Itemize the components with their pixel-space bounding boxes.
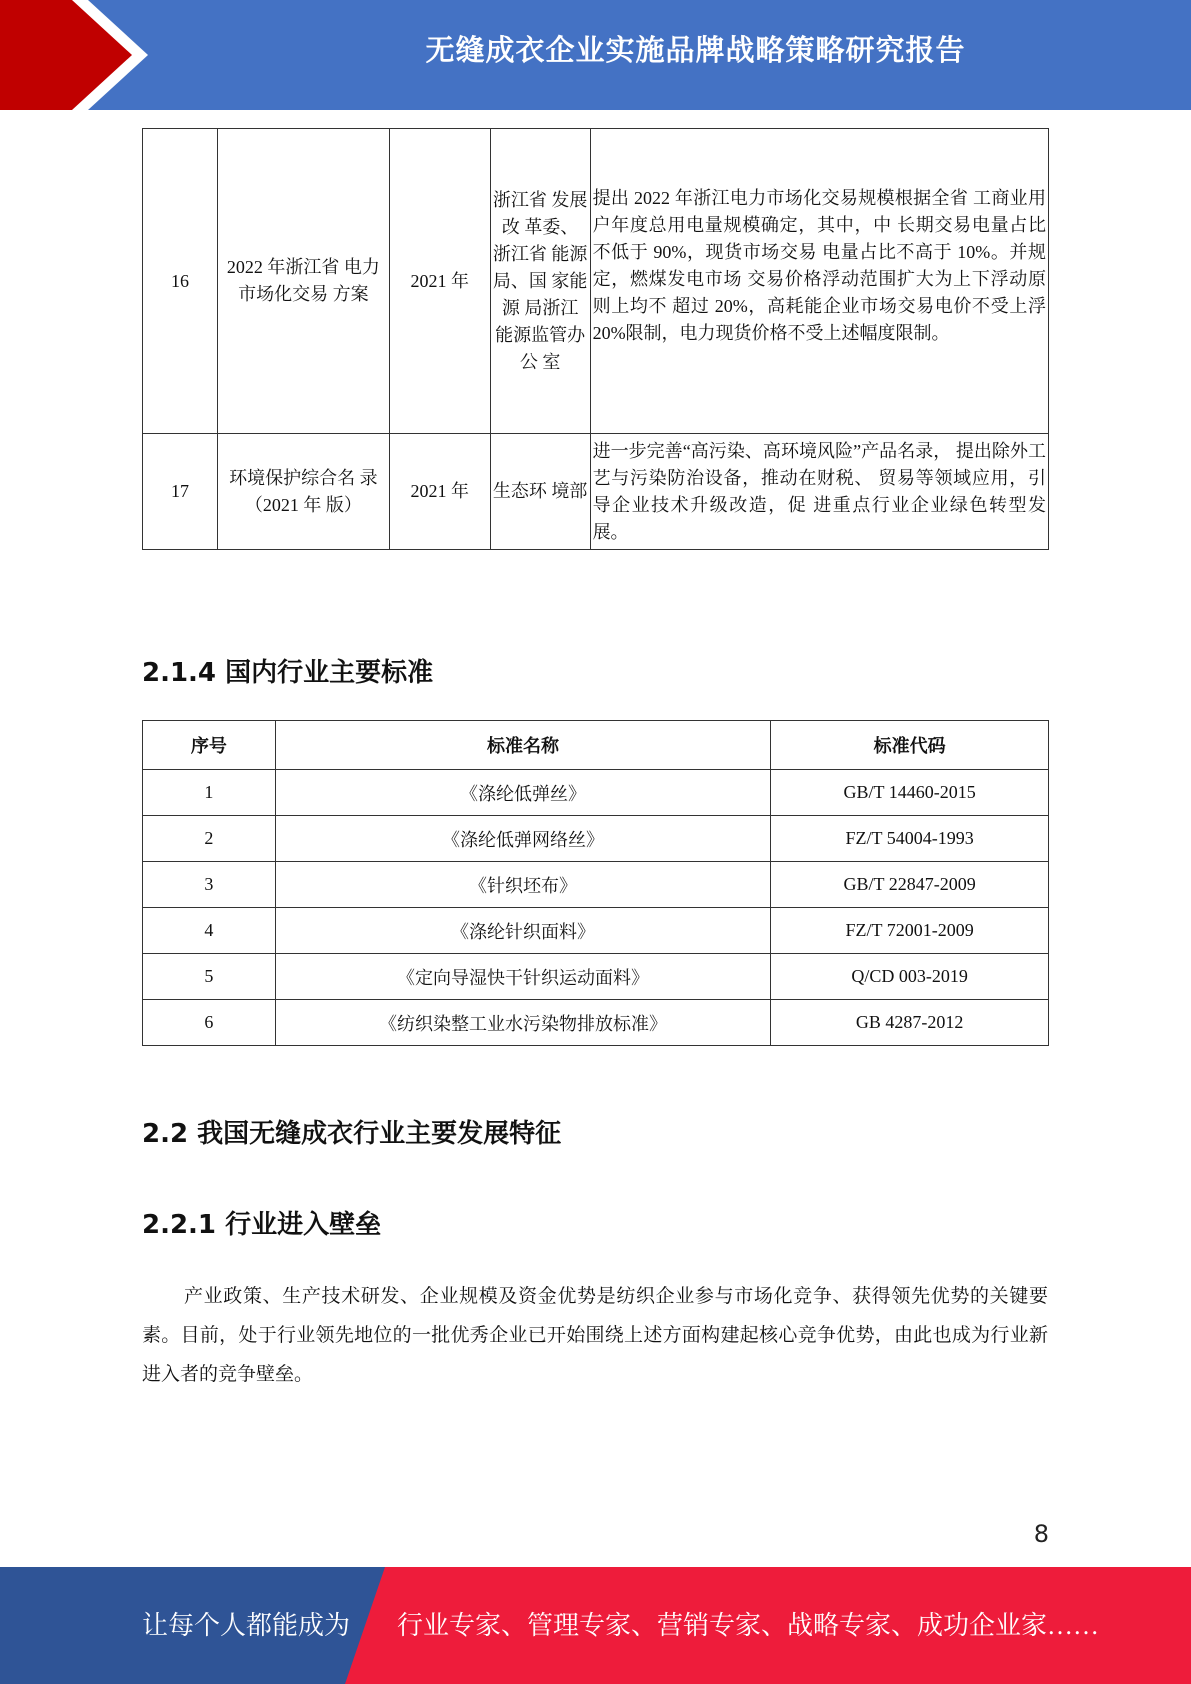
- page-number: 8: [1033, 1520, 1049, 1548]
- standard-name: 《纺织染整工业水污染物排放标准》: [275, 1000, 770, 1046]
- table-row: [143, 1000, 1049, 1046]
- policy-content: 提出 2022 年浙江电力市场化交易规模根据全省 工商业用户年度总用电量规模确定，其中，中 长期交易电量占比不低于 90%，现货市场交易 电量占比不高于 10%。并规定，燃煤发电市场 交易价格浮动范围扩大为上下浮动原则上均不 超过 20%，高耗能企业市场交易电价不受上浮 20%限制，电力现货价格不受上述幅度限制。: [590, 129, 1048, 434]
- policy-issuer: 浙江省 发展改 革委、 浙江省 能源局、国 家能源 局浙江 能源监管办公 室: [490, 129, 590, 434]
- policy-issuer: 生态环 境部: [490, 434, 590, 550]
- policy-table: [142, 128, 1049, 550]
- policy-no: 16: [143, 129, 218, 434]
- standard-name: 《涤纶针织面料》: [275, 908, 770, 954]
- table-row: [143, 954, 1049, 1000]
- standard-no: 5: [143, 954, 276, 1000]
- table-row: [143, 770, 1049, 816]
- standard-no: 1: [143, 770, 276, 816]
- policy-name: 环境保护综合名 录（2021 年 版）: [217, 434, 389, 550]
- section-heading-2-1-4: 2.1.4 国内行业主要标准: [142, 658, 434, 688]
- table-row: [143, 816, 1049, 862]
- standard-code: FZ/T 54004-1993: [771, 816, 1049, 862]
- standard-name: 《涤纶低弹丝》: [275, 770, 770, 816]
- body-paragraph: 产业政策、生产技术研发、企业规模及资金优势是纺织企业参与市场化竞争、获得领先优势的关键要素。目前，处于行业领先地位的一批优秀企业已开始围绕上述方面构建起核心竞争优势，由此也成为行业新进入者的竞争壁垒。: [142, 1286, 1048, 1385]
- standard-code: GB 4287-2012: [771, 1000, 1049, 1046]
- header-title: 无缝成衣企业实施品牌战略策略研究报告: [425, 33, 966, 67]
- standard-code: GB/T 22847-2009: [771, 862, 1049, 908]
- standard-no: 6: [143, 1000, 276, 1046]
- standard-no: 2: [143, 816, 276, 862]
- page-header: [0, 0, 1191, 110]
- standard-code: FZ/T 72001-2009: [771, 908, 1049, 954]
- standard-name: 《针织坯布》: [275, 862, 770, 908]
- table-header-row: [143, 721, 1049, 770]
- standard-name: 《涤纶低弹网络丝》: [275, 816, 770, 862]
- policy-name: 2022 年浙江省 电力市场化交易 方案: [217, 129, 389, 434]
- standard-no: 3: [143, 862, 276, 908]
- section-heading-2-2: 2.2 我国无缝成衣行业主要发展特征: [142, 1119, 562, 1149]
- policy-year: 2021 年: [389, 434, 490, 550]
- column-header-code: 标准代码: [771, 721, 1049, 770]
- policy-content: 进一步完善“高污染、高环境风险”产品名录， 提出除外工艺与污染防治设备，推动在财税、 贸易等领域应用，引导企业技术升级改造，促 进重点行业企业绿色转型发展。: [590, 434, 1048, 550]
- table-row: [143, 129, 1049, 434]
- standards-table: [142, 720, 1049, 1046]
- standard-code: Q/CD 003-2019: [771, 954, 1049, 1000]
- standard-code: GB/T 14460-2015: [771, 770, 1049, 816]
- table-row: [143, 908, 1049, 954]
- policy-no: 17: [143, 434, 218, 550]
- policy-year: 2021 年: [389, 129, 490, 434]
- page-footer: [0, 1567, 1191, 1684]
- section-heading-2-2-1: 2.2.1 行业进入壁垒: [142, 1210, 382, 1240]
- table-row: [143, 862, 1049, 908]
- footer-slogan-left: 让每个人都能成为: [142, 1611, 351, 1640]
- table-row: [143, 434, 1049, 550]
- standard-name: 《定向导湿快干针织运动面料》: [275, 954, 770, 1000]
- footer-slogan-right: 行业专家、管理专家、营销专家、战略专家、成功企业家……: [397, 1611, 1100, 1640]
- column-header-name: 标准名称: [275, 721, 770, 770]
- column-header-no: 序号: [143, 721, 276, 770]
- standard-no: 4: [143, 908, 276, 954]
